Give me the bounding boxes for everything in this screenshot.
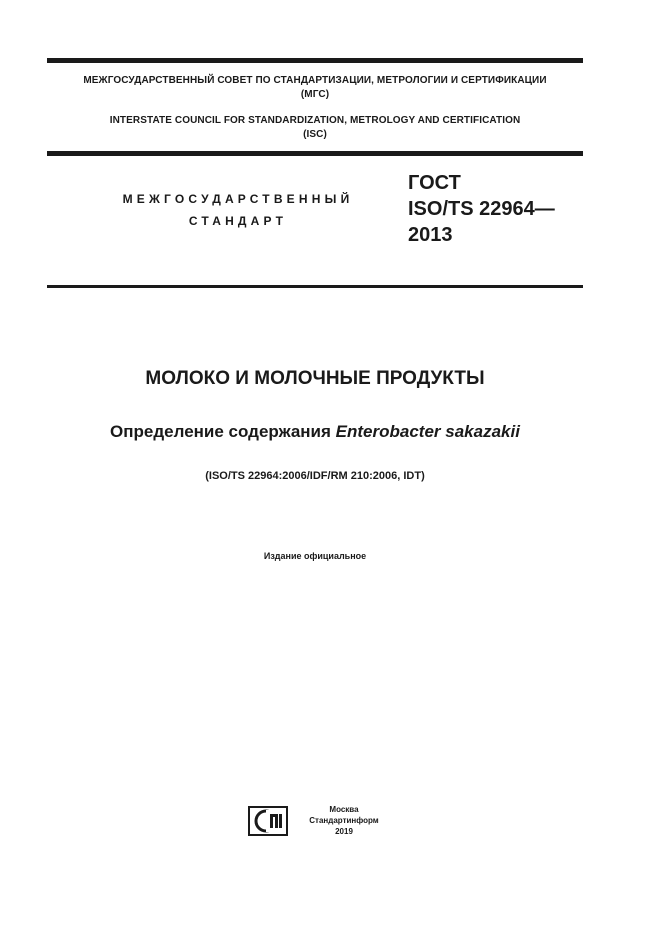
document-title: МОЛОКО И МОЛОЧНЫЕ ПРОДУКТЫ	[145, 368, 485, 389]
standartinform-logo-icon	[248, 806, 288, 836]
standard-designation	[408, 170, 555, 248]
council-en-abbr: (ISC)	[303, 129, 327, 140]
standard-type-line2: СТАНДАРТ	[188, 214, 288, 228]
standard-type	[118, 188, 358, 232]
standard-type-line1: МЕЖГОСУДАРСТВЕННЫЙ	[122, 192, 354, 206]
publisher-year: 2019	[335, 827, 353, 836]
gost-label: ГОСТ	[408, 172, 461, 194]
standard-number: ISO/TS 22964—	[408, 198, 555, 220]
publisher-name: Стандартинформ	[309, 816, 379, 825]
document-subtitle	[0, 420, 630, 444]
council-ru	[47, 74, 583, 102]
idt-reference: (ISO/TS 22964:2006/IDF/RM 210:2006, IDT)	[205, 470, 425, 482]
top-rule	[47, 58, 583, 63]
publisher-info	[306, 804, 382, 837]
publisher-city: Москва	[329, 805, 359, 814]
council-ru-name: МЕЖГОСУДАРСТВЕННЫЙ СОВЕТ ПО СТАНДАРТИЗАЦИИ, МЕТРОЛОГИИ И СЕРТИФИКАЦИИ	[83, 75, 547, 86]
subtitle-organism: Enterobacter sakazakii	[335, 422, 520, 441]
council-en-name: INTERSTATE COUNCIL FOR STANDARDIZATION, METROLOGY AND CERTIFICATION	[109, 115, 521, 126]
standard-year: 2013	[408, 224, 453, 246]
header-bottom-rule	[47, 151, 583, 156]
designation-rule	[47, 285, 583, 288]
council-ru-abbr: (МГС)	[300, 89, 330, 100]
edition-note: Издание официальное	[263, 551, 367, 561]
subtitle-prefix: Определение содержания	[110, 422, 331, 441]
council-en	[47, 114, 583, 142]
